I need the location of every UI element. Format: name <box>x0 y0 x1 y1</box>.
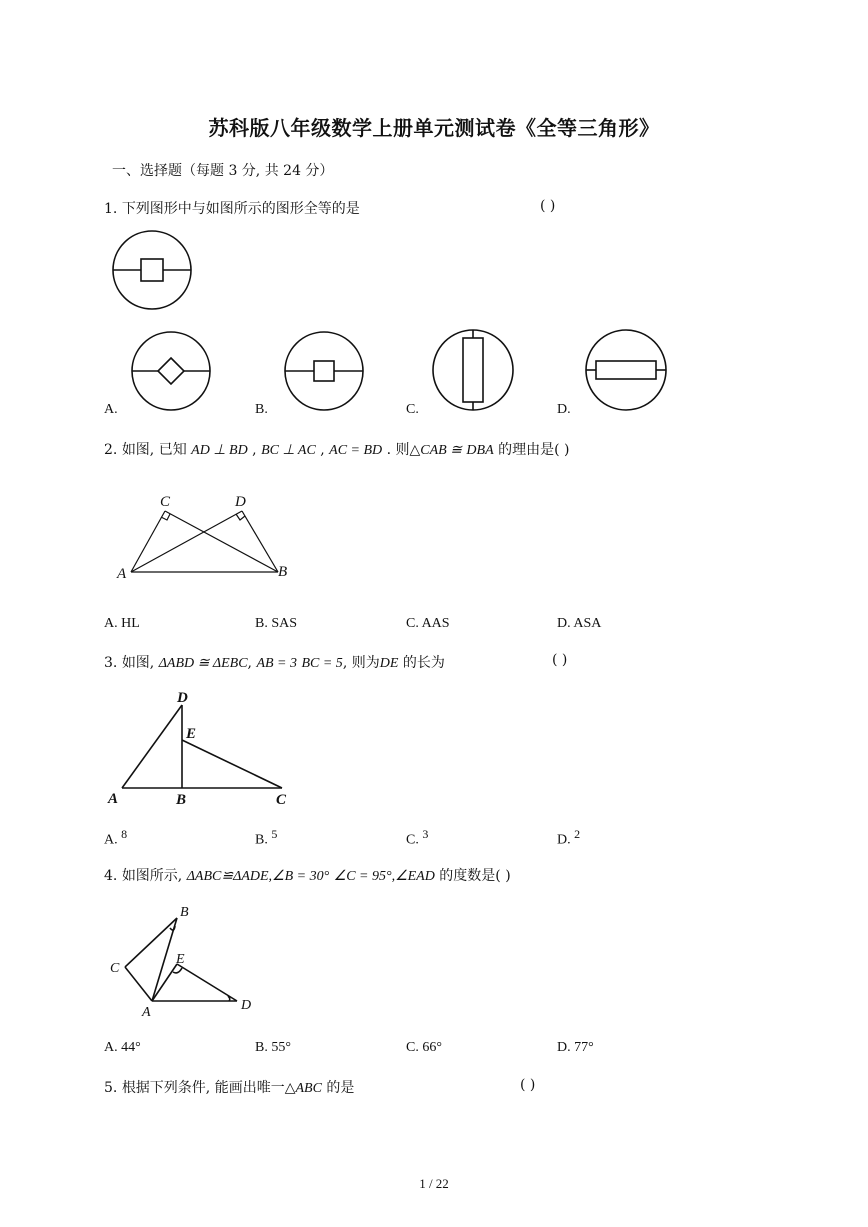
q3-label-e: E <box>186 726 197 742</box>
q5-math-1: ABC <box>295 1081 322 1096</box>
q3-pre: 如图, <box>121 655 155 671</box>
q4-label-b: B <box>180 905 189 920</box>
q2-stem: 2. 如图, 已知 AD ⊥ BD , BC ⊥ AC , AC = BD . 则△CAB ≅ DBA 的理由是( ) <box>104 442 570 458</box>
q4-option-b[interactable]: B. 55° <box>255 1040 291 1055</box>
q5-post: 的是 <box>326 1080 355 1096</box>
page-title: 苏科版八年级数学上册单元测试卷《全等三角形》 <box>208 116 660 140</box>
q2-label-b: B <box>278 564 288 580</box>
q3-option-c[interactable]: C. $^3$ <box>406 827 429 848</box>
q2-math-4: CAB ≅ <box>420 443 462 458</box>
q3-answer-paren: ( ) <box>552 652 568 668</box>
q2-mid: . 则△ <box>386 442 421 458</box>
q3-label-b: B <box>176 792 187 808</box>
q4-option-a[interactable]: A. 44° <box>104 1040 141 1055</box>
q1-option-a[interactable]: A. <box>104 402 118 417</box>
q2-option-d[interactable]: D. ASA <box>557 616 602 631</box>
q4-label-c: C <box>110 961 120 976</box>
q5-pre: 根据下列条件, 能画出唯一△ <box>121 1080 296 1096</box>
q3-math-3: BC = 5 <box>301 656 343 671</box>
q3-math-1: ΔABD ≅ ΔEBC <box>158 656 248 671</box>
q5-number: 5. <box>104 1080 118 1096</box>
q3-option-a[interactable]: A. $^8$ <box>104 827 128 848</box>
q4-math-1: ΔABC≌ΔADE,∠B = 30° <box>186 869 330 884</box>
q4-post: 的度数是( ) <box>439 868 511 884</box>
q2-math-3: AC = BD <box>329 443 383 458</box>
q2-pre: 如图, 已知 <box>121 442 187 458</box>
q2-label-d: D <box>235 494 246 510</box>
q3-label-d: D <box>177 690 188 706</box>
q3-math-2: AB = 3 <box>256 656 298 671</box>
q4-pre: 如图所示, <box>121 868 183 884</box>
q4-math-2: ∠C = 95°,∠EAD <box>333 869 435 884</box>
q3-label-c: C <box>276 792 287 808</box>
q4-option-c[interactable]: C. 66° <box>406 1040 442 1055</box>
q3-sep: , <box>247 655 252 671</box>
q3-number: 3. <box>104 655 118 671</box>
q4-option-d[interactable]: D. 77° <box>557 1040 594 1055</box>
q4-label-d: D <box>241 998 252 1013</box>
q1-text: 下列图形中与如图所示的图形全等的是 <box>121 201 360 217</box>
q1-option-d[interactable]: D. <box>557 402 571 417</box>
q2-option-a[interactable]: A. HL <box>104 616 140 631</box>
q3-option-b-value: 5 <box>271 827 278 841</box>
q3-option-d[interactable]: D. $^2$ <box>557 827 581 848</box>
q4-label-e: E <box>176 952 185 967</box>
q5-answer-paren: ( ) <box>520 1077 536 1093</box>
q2-label-c: C <box>160 494 171 510</box>
q2-label-a: A <box>117 566 127 582</box>
q3-option-b[interactable]: B. $^5$ <box>255 827 278 848</box>
q4-number: 4. <box>104 868 118 884</box>
q1-answer-paren: ( ) <box>540 198 556 214</box>
q2-math-5: DBA <box>466 443 494 458</box>
q2-option-b[interactable]: B. SAS <box>255 616 298 631</box>
q4-label-a: A <box>142 1005 151 1020</box>
q1-option-c[interactable]: C. <box>406 402 419 417</box>
q3-option-a-value: 8 <box>121 827 128 841</box>
q2-post: 的理由是( ) <box>498 442 570 458</box>
q3-math-4: DE <box>379 656 399 671</box>
q3-option-c-value: 3 <box>422 827 429 841</box>
q2-option-c[interactable]: C. AAS <box>406 616 450 631</box>
q5-stem <box>104 1077 354 1097</box>
q3-mid: , 则为 <box>342 655 380 671</box>
section-heading: 一、选择题（每题 3 分, 共 24 分） <box>112 163 334 179</box>
q2-number: 2. <box>104 442 118 458</box>
page-number: 1 / 22 <box>419 1176 449 1191</box>
q2-math-2: BC ⊥ AC <box>261 443 316 458</box>
q3-label-a: A <box>108 791 119 807</box>
q3-post: 的长为 <box>402 655 445 671</box>
q3-option-d-value: 2 <box>574 827 581 841</box>
q1-option-b[interactable]: B. <box>255 402 268 417</box>
q1-number: 1. <box>104 201 118 217</box>
q2-math-1: AD ⊥ BD <box>191 443 248 458</box>
